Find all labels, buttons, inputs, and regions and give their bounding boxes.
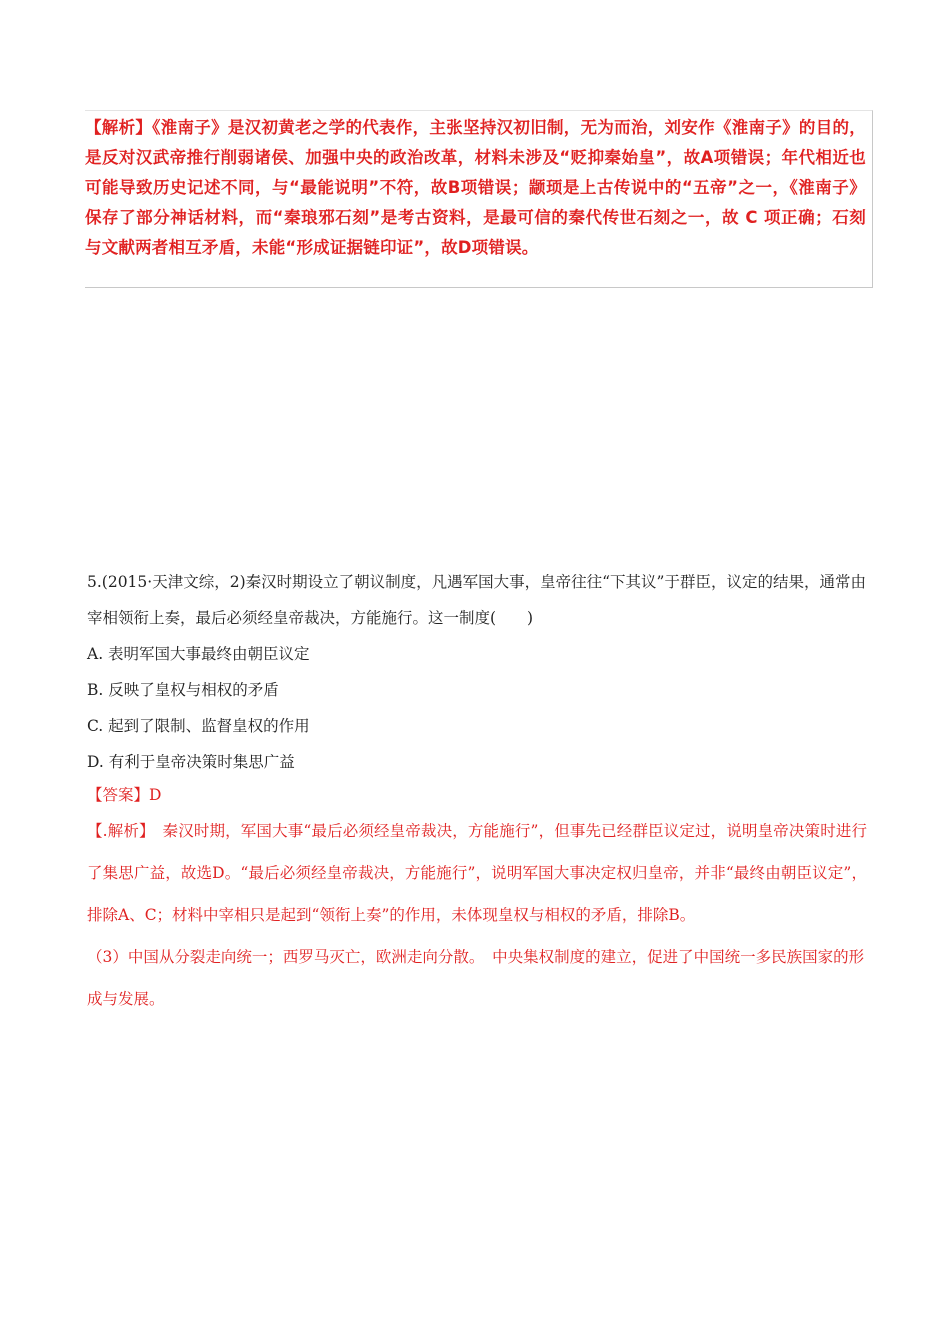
extra-answer-text: （3）中国从分裂走向统一；西罗马灭亡，欧洲走向分散。 中央集权制度的建立，促进了中国统一多民族国家的形成与发展。 xyxy=(87,948,865,1008)
answer-line: 【答案】D xyxy=(87,786,162,804)
option-b: B. 反映了皇权与相权的矛盾 xyxy=(87,681,279,699)
analysis-box xyxy=(85,110,873,288)
explanation-text: 【.解析】 秦汉时期，军国大事“最后必须经皇帝裁决，方能施行”，但事先已经群臣议定过，说明皇帝决策时进行了集思广益，故选D。“最后必须经皇帝裁决，方能施行”，说明军国大事决定权归皇帝，并非“最终由朝臣议定”，排除A、C；材料中宰相只是起到“领衔上奏”的作用，未体现皇权与相权的矛盾，排除B。 xyxy=(87,822,867,924)
option-c: C. 起到了限制、监督皇权的作用 xyxy=(87,717,310,735)
analysis-text: 【解析】《淮南子》是汉初黄老之学的代表作，主张坚持汉初旧制，无为而治，刘安作《淮南子》的目的，是反对汉武帝推行削弱诸侯、加强中央的政治改革，材料未涉及“贬抑秦始皇”，故A项错误；年代相近也可能导致历史记述不同，与“最能说明”不符，故B项错误；颛顼是上古传说中的“五帝”之一，《淮南子》保存了部分神话材料，而“秦琅邪石刻”是考古资料，是最可信的秦代传世石刻之一，故 C 项正确；石刻与文献两者相互矛盾，未能“形成证据链印证”，故D项错误。 xyxy=(85,118,866,257)
option-a: A. 表明军国大事最终由朝臣议定 xyxy=(87,645,310,663)
question-stem: 5.(2015·天津文综，2)秦汉时期设立了朝议制度，凡遇军国大事，皇帝往往“下其议”于群臣，议定的结果，通常由宰相领衔上奏，最后必须经皇帝裁决，方能施行。这一制度( ) xyxy=(87,573,866,627)
option-d: D. 有利于皇帝决策时集思广益 xyxy=(87,753,295,771)
question-5 xyxy=(87,564,867,1020)
